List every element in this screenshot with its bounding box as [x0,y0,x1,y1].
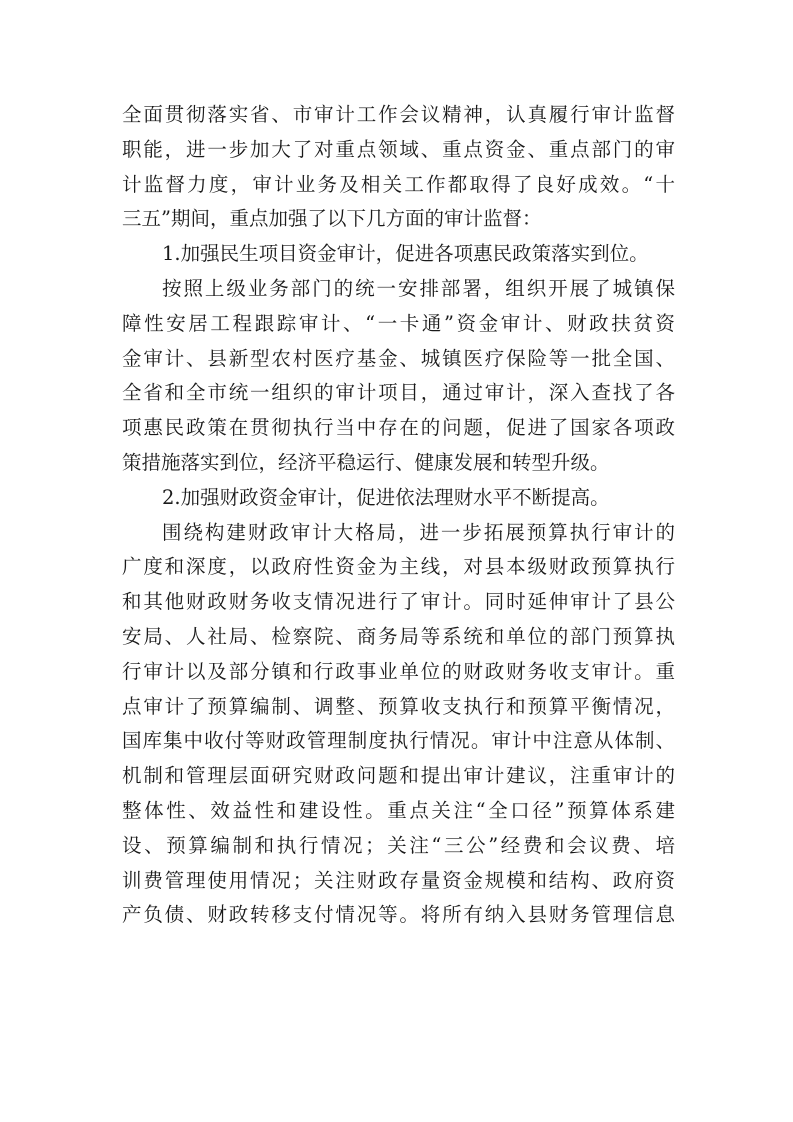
section-heading: 2.加强财政资金审计，促进依法理财水平不断提高。 [162,485,610,509]
paragraph-line: 全省和全市统一组织的审计项目，通过审计，深入查找了各 [122,381,675,405]
paragraph-line: 安局、人社局、检察院、商务局等系统和单位的部门预算执 [122,624,675,648]
paragraph-line: 职能，进一步加大了对重点领域、重点资金、重点部门的审 [122,137,675,161]
paragraph-line: 按照上级业务部门的统一安排部署，组织开展了城镇保 [162,276,675,300]
document-body [122,98,675,933]
paragraph-line: 行审计以及部分镇和行政事业单位的财政财务收支审计。重 [122,659,675,683]
paragraph-line: 设、预算编制和执行情况；关注“三公”经费和会议费、培 [122,833,675,857]
paragraph-line: 三五”期间，重点加强了以下几方面的审计监督： [122,207,542,231]
paragraph-line: 机制和管理层面研究财政问题和提出审计建议，注重审计的 [122,764,675,788]
paragraph-line: 和其他财政财务收支情况进行了审计。同时延伸审计了县公 [122,590,675,614]
paragraph-line: 整体性、效益性和建设性。重点关注“全口径”预算体系建 [122,798,675,822]
paragraph-line: 围绕构建财政审计大格局，进一步拓展预算执行审计的 [162,520,675,544]
paragraph-line: 项惠民政策在贯彻执行当中存在的问题，促进了国家各项政 [122,416,675,440]
paragraph-line: 产负债、财政转移支付情况等。将所有纳入县财务管理信息 [122,903,675,927]
paragraph-line: 训费管理使用情况；关注财政存量资金规模和结构、政府资 [122,868,675,892]
paragraph-line: 策措施落实到位，经济平稳运行、健康发展和转型升级。 [122,450,610,474]
paragraph-line: 金审计、县新型农村医疗基金、城镇医疗保险等一批全国、 [122,346,675,370]
paragraph-line: 计监督力度，审计业务及相关工作都取得了良好成效。“十 [122,172,675,196]
paragraph-line: 点审计了预算编制、调整、预算收支执行和预算平衡情况， [122,694,675,718]
paragraph-line: 广度和深度，以政府性资金为主线，对县本级财政预算执行 [122,555,675,579]
section-heading: 1.加强民生项目资金审计，促进各项惠民政策落实到位。 [162,242,649,266]
paragraph-line: 国库集中收付等财政管理制度执行情况。审计中注意从体制、 [122,729,675,753]
paragraph-line: 全面贯彻落实省、市审计工作会议精神，认真履行审计监督 [122,103,675,126]
paragraph-line: 障性安居工程跟踪审计、“一卡通”资金审计、财政扶贫资 [122,311,675,335]
